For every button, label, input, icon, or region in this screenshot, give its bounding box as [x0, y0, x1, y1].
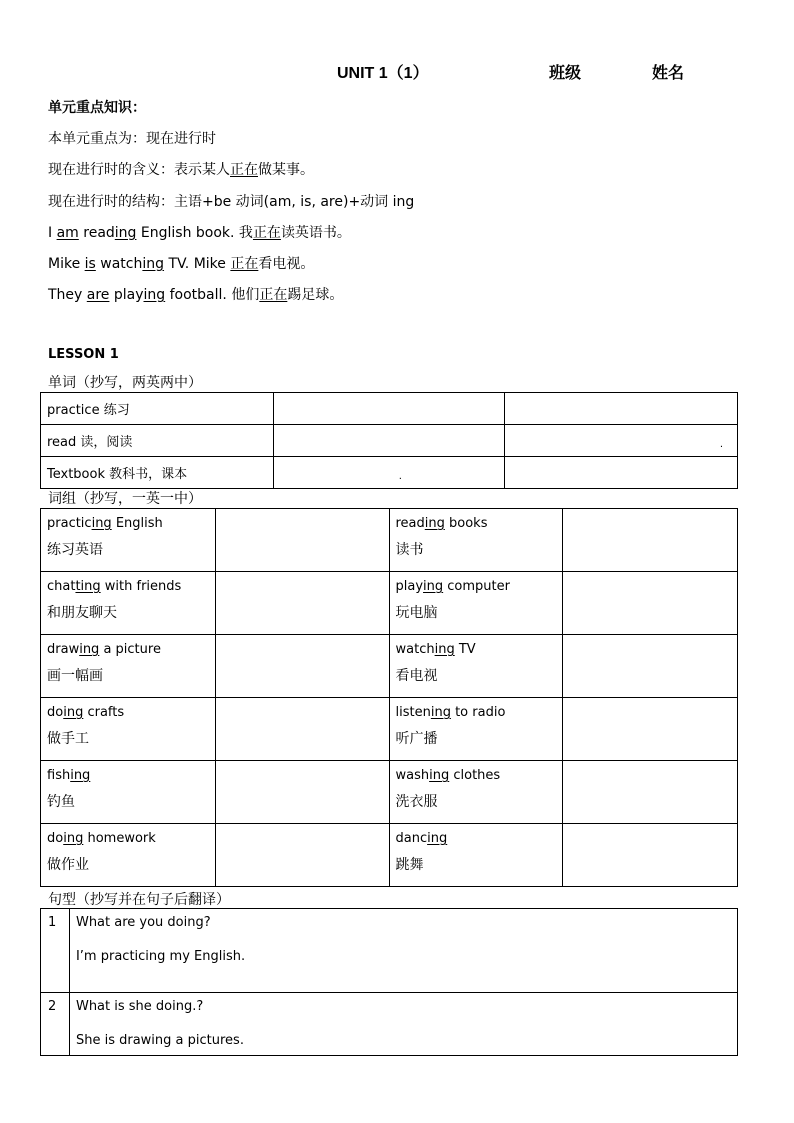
phrase-cell: doing homework 做作业 — [41, 824, 216, 887]
copy-blank[interactable] — [563, 635, 738, 698]
table-row — [41, 457, 738, 489]
copy-blank[interactable] — [215, 698, 389, 761]
example-sentence-1: I am reading English book. 我正在读英语书。 — [48, 225, 351, 241]
table-row — [41, 761, 738, 824]
copy-blank[interactable] — [563, 761, 738, 824]
phrase-cell: practicing English 练习英语 — [41, 509, 216, 572]
phrase-cell: playing computer 玩电脑 — [389, 572, 563, 635]
table-row — [41, 425, 738, 457]
copy-blank[interactable] — [215, 824, 389, 887]
copy-blank[interactable] — [273, 425, 505, 457]
table-row — [41, 572, 738, 635]
sentence-cell[interactable] — [69, 909, 737, 993]
word-cell: Textbook 教科书，课本 — [41, 457, 274, 489]
copy-blank[interactable] — [273, 393, 505, 425]
word-cell: read 读，阅读 — [41, 425, 274, 457]
phrase-cell: reading books 读书 — [389, 509, 563, 572]
words-caption: 单词（抄写，两英两中） — [48, 375, 202, 391]
question-text: What is she doing.? — [75, 999, 204, 1014]
table-row — [41, 393, 738, 425]
example-sentence-3: They are playing football. 他们正在踢足球。 — [48, 287, 344, 303]
table-row — [41, 635, 738, 698]
copy-blank[interactable] — [505, 393, 738, 425]
name-label: 姓名 — [652, 65, 685, 82]
phrases-caption: 词组（抄写，一英一中） — [48, 491, 202, 507]
unit-title: UNIT 1（1） — [337, 65, 429, 82]
phrase-cell: watching TV 看电视 — [389, 635, 563, 698]
intro-line-1: 本单元重点为：现在进行时 — [48, 131, 216, 147]
copy-blank[interactable] — [505, 457, 738, 489]
example-sentence-2: Mike is watching TV. Mike 正在看电视。 — [48, 256, 315, 272]
copy-blank[interactable] — [215, 509, 389, 572]
copy-blank[interactable] — [563, 698, 738, 761]
phrase-cell: doing crafts 做手工 — [41, 698, 216, 761]
sentence-number: 2 — [41, 993, 70, 1056]
table-row — [41, 824, 738, 887]
intro-line-3: 现在进行时的结构：主语+be 动词(am, is, are)+动词 ing — [48, 194, 415, 210]
table-row — [41, 909, 738, 993]
copy-blank[interactable] — [563, 572, 738, 635]
phrase-cell: listening to radio 听广播 — [389, 698, 563, 761]
class-label: 班级 — [549, 65, 582, 82]
copy-blank[interactable] — [215, 572, 389, 635]
sentences-table — [40, 908, 738, 1056]
question-text: What are you doing? — [75, 915, 211, 930]
answer-text: I’m practicing my English. — [75, 949, 246, 964]
table-row — [41, 993, 738, 1056]
sentence-number: 1 — [41, 909, 70, 993]
word-cell: practice 练习 — [41, 393, 274, 425]
copy-blank[interactable] — [563, 824, 738, 887]
phrase-cell: drawing a picture 画一幅画 — [41, 635, 216, 698]
table-row — [41, 509, 738, 572]
table-row — [41, 698, 738, 761]
copy-blank[interactable] — [215, 635, 389, 698]
lesson-title: LESSON 1 — [48, 347, 119, 362]
phrases-table — [40, 508, 738, 887]
copy-blank[interactable] — [215, 761, 389, 824]
intro-line-2: 现在进行时的含义：表示某人正在做某事。 — [48, 162, 314, 178]
phrase-cell: washing clothes 洗衣服 — [389, 761, 563, 824]
answer-text: She is drawing a pictures. — [75, 1033, 244, 1048]
copy-blank[interactable]: . — [273, 457, 505, 489]
copy-blank[interactable] — [563, 509, 738, 572]
words-table — [40, 392, 738, 489]
key-knowledge-title: 单元重点知识： — [48, 100, 146, 116]
sentences-caption: 句型（抄写并在句子后翻译） — [48, 892, 230, 908]
phrase-cell: fishing 钓鱼 — [41, 761, 216, 824]
sentence-cell[interactable] — [69, 993, 737, 1056]
phrase-cell: chatting with friends 和朋友聊天 — [41, 572, 216, 635]
phrase-cell: dancing 跳舞 — [389, 824, 563, 887]
copy-blank[interactable]: . — [505, 425, 738, 457]
